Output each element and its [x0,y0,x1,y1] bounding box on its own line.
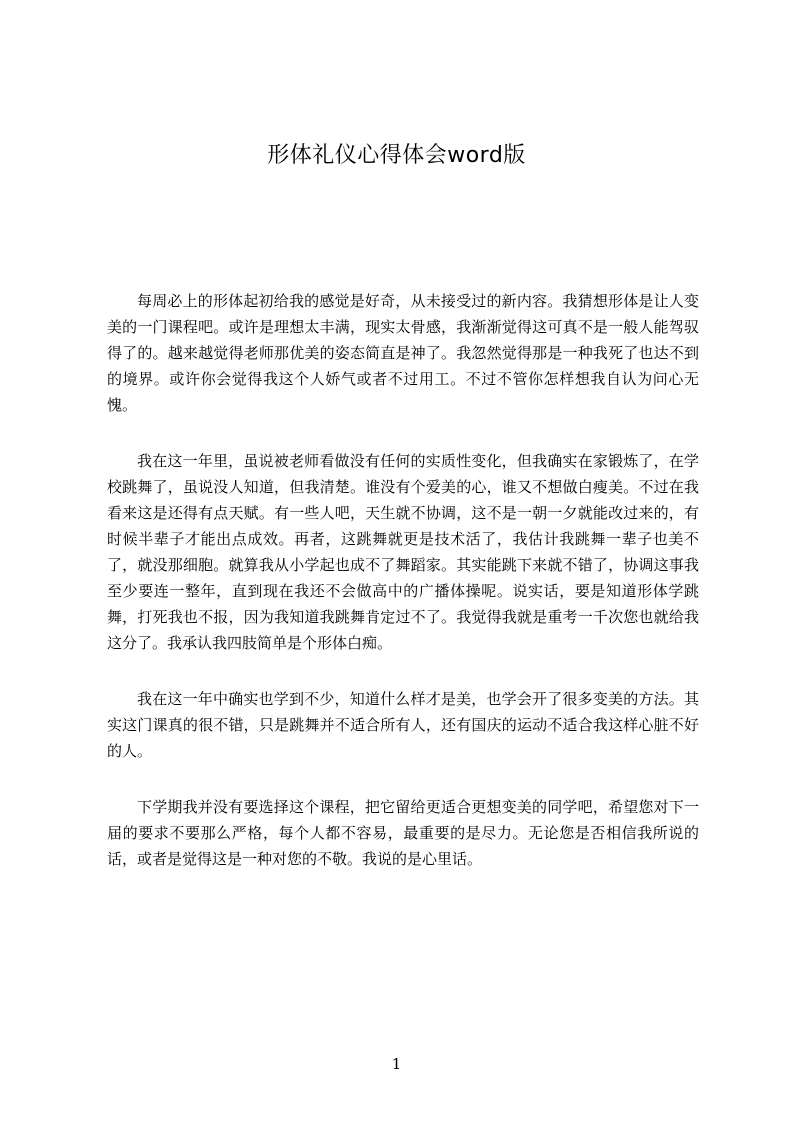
document-body [107,288,699,872]
document-title: 形体礼仪心得体会word版 [267,143,526,168]
paragraph-3: 我在这一年中确实也学到不少，知道什么样才是美，也学会开了很多变美的方法。其实这门课真的很不错，只是跳舞并不适合所有人，还有国庆的运动不适合我这样心脏不好的人。 [107,690,699,760]
page-number: 1 [391,1055,402,1073]
paragraph-4: 下学期我并没有要选择这个课程，把它留给更适合更想变美的同学吧，希望您对下一届的要求不要那么严格，每个人都不容易，最重要的是尽力。无论您是否相信我所说的话，或者是觉得这是一种对您的不敬。我说的是心里话。 [107,798,699,868]
paragraph-2: 我在这一年里，虽说被老师看做没有任何的实质性变化，但我确实在家锻炼了，在学校跳舞了，虽说没人知道，但我清楚。谁没有个爱美的心，谁又不想做白瘦美。不过在我看来这是还得有点天赋。有一些人吧，天生就不协调，这不是一朝一夕就能改过来的，有时候半辈子才能出点成效。再者，这跳舞就更是技术活了，我估计我跳舞一辈子也美不了，就没那细胞。就算我从小学起也成不了舞蹈家。其实能跳下来就不错了，协调这事我至少要连一整年，直到现在我还不会做高中的广播体操呢。说实话，要是知道形体学跳舞，打死我也不报，因为我知道我跳舞肯定过不了。我觉得我就是重考一千次您也就给我这分了。我承认我四肢简单是个形体白痴。 [107,452,699,652]
paragraph-1: 每周必上的形体起初给我的感觉是好奇，从未接受过的新内容。我猜想形体是让人变美的一门课程吧。或许是理想太丰满，现实太骨感，我渐渐觉得这可真不是一般人能驾驭得了的。越来越觉得老师那优美的姿态简直是神了。我忽然觉得那是一种我死了也达不到的境界。或许你会觉得我这个人娇气或者不过用工。不过不管你怎样想我自认为问心无愧。 [107,292,699,414]
